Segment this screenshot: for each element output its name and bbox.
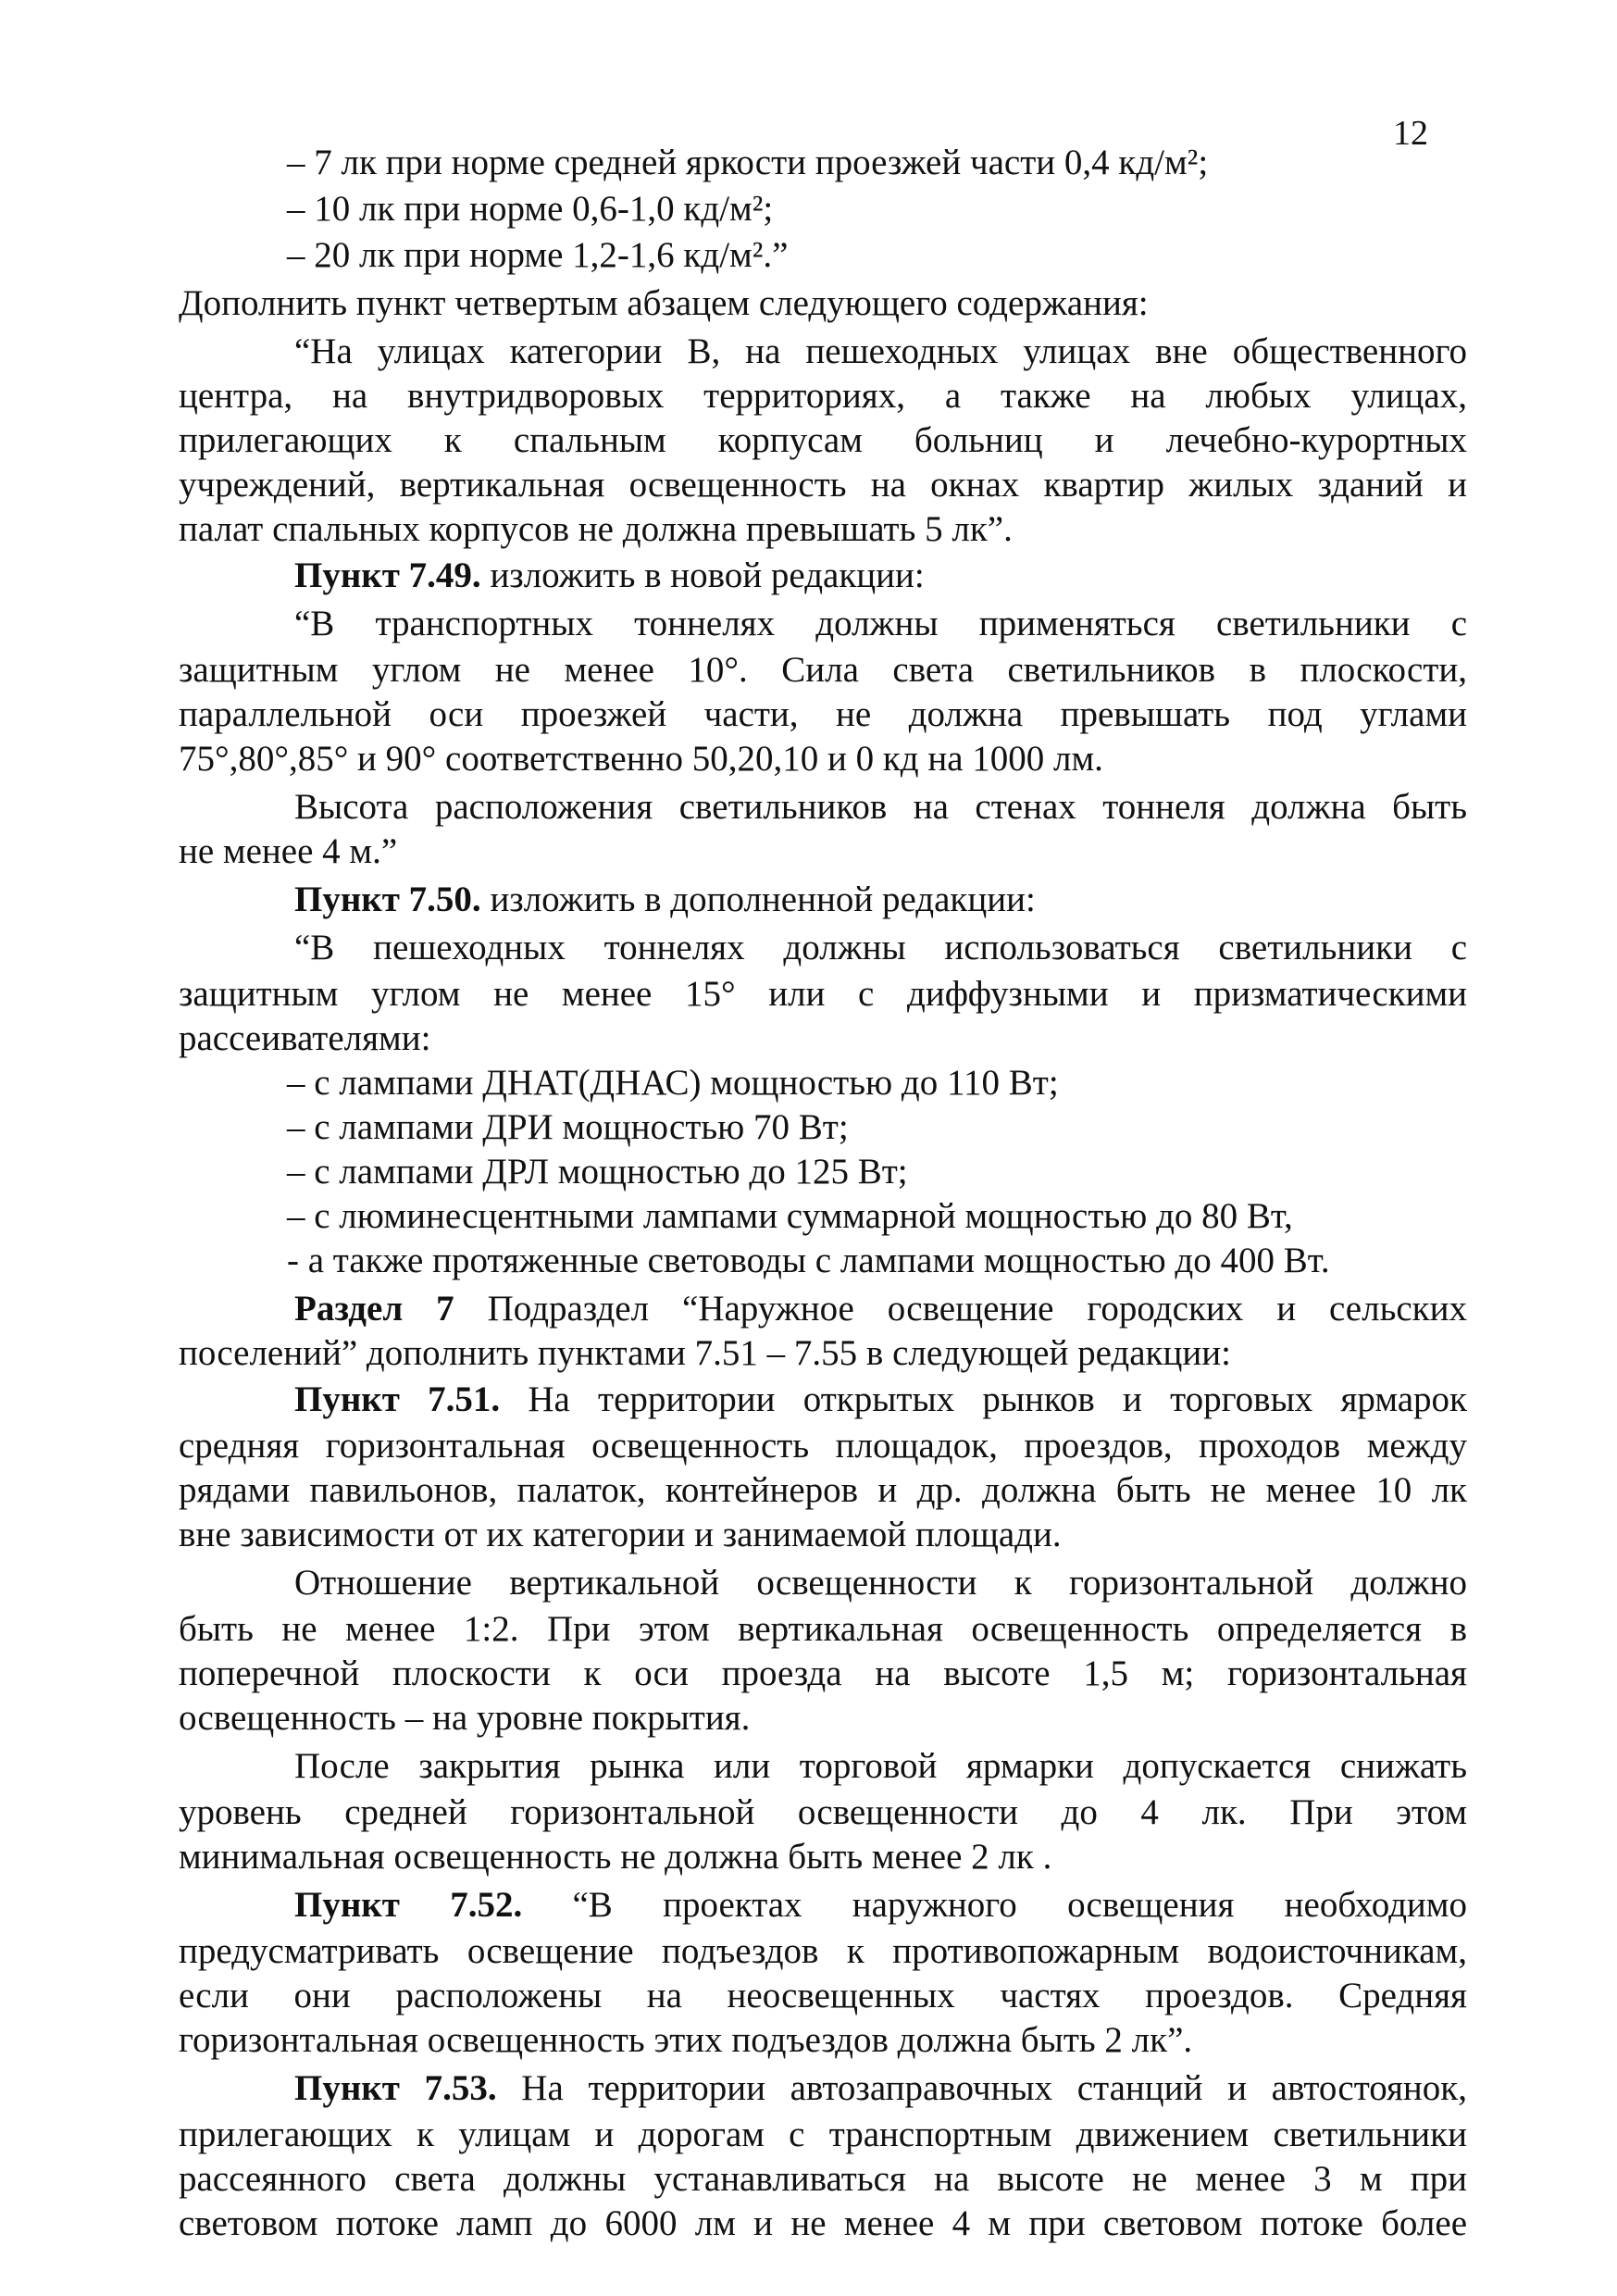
line-text: Подраздел “Наружное освещение городских и сельских <box>454 1289 1467 1329</box>
clause-heading: Пункт 7.51. <box>294 1379 501 1419</box>
text-line <box>179 648 1467 693</box>
text-line <box>179 1331 1467 1376</box>
line-text: изложить в дополненной редакции: <box>480 880 1036 919</box>
text-line <box>294 1883 1467 1928</box>
line-text: уровень средней горизонтальной освещенности до 4 лк. При этом <box>179 1792 1467 1832</box>
line-text: “В пешеходных тоннелях должны использоваться светильники с <box>294 928 1467 967</box>
text-line <box>179 418 1467 463</box>
line-text: защитным углом не менее 10°. Сила света светильников в плоскости, <box>179 650 1467 690</box>
text-line <box>179 507 1467 552</box>
text-line <box>179 2202 1467 2246</box>
line-text: – 20 лк при норме 1,2-1,6 кд/м².” <box>287 235 789 275</box>
text-line <box>179 1835 1467 1879</box>
line-text: рядами павильонов, палаток, контейнеров и др. должна быть не менее 10 лк <box>179 1470 1467 1510</box>
line-text: изложить в новой редакции: <box>480 555 925 595</box>
line-text: защитным углом не менее 15° или с диффузными и призматическими <box>179 974 1467 1014</box>
text-line <box>179 1513 1467 1557</box>
line-text: если они расположены на неосвещенных частях проездов. Средняя <box>179 1976 1467 2015</box>
text-line <box>179 463 1467 507</box>
text-line <box>179 1929 1467 1974</box>
text-line <box>179 281 1467 326</box>
line-text: прилегающих к улицам и дорогам с транспортным движением светильники <box>179 2115 1467 2154</box>
line-text: освещенность – на уровне покрытия. <box>179 1698 751 1738</box>
text-line <box>287 1194 1467 1239</box>
text-line <box>179 2157 1467 2202</box>
text-line <box>287 187 1467 231</box>
line-text: – с люминесцентными лампами суммарной мощностью до 80 Вт, <box>287 1196 1293 1236</box>
line-text: На территории автозаправочных станций и автостоянок, <box>496 2068 1467 2108</box>
line-text: рассеивателями: <box>179 1018 431 1058</box>
text-line <box>179 1424 1467 1468</box>
line-text: – с лампами ДРЛ мощностью до 125 Вт; <box>287 1152 908 1192</box>
line-text: горизонтальная освещенность этих подъездов должна быть 2 лк”. <box>179 2020 1193 2060</box>
text-line <box>294 1744 1467 1789</box>
line-text: 75°,80°,85° и 90° соответственно 50,20,10 и 0 кд на 1000 лм. <box>179 739 1103 779</box>
clause-heading: Пункт 7.53. <box>294 2068 497 2108</box>
line-text: Отношение вертикальной освещенности к горизонтальной должно <box>294 1563 1467 1603</box>
line-text: “В транспортных тоннелях должны применяться светильники с <box>294 604 1467 643</box>
line-text: палат спальных корпусов не должна превышать 5 лк”. <box>179 509 1013 549</box>
line-text: – 10 лк при норме 0,6-1,0 кд/м²; <box>287 189 774 229</box>
text-line <box>179 1017 1467 1061</box>
text-line <box>294 785 1467 830</box>
line-text: учреждений, вертикальная освещенность на окнах квартир жилых зданий и <box>179 465 1467 505</box>
line-text: Дополнить пункт четвертым абзацем следующего содержания: <box>179 283 1149 323</box>
clause-heading: Пункт 7.49. <box>294 555 481 595</box>
clause-heading: Пункт 7.50. <box>294 880 481 919</box>
line-text: “В проектах наружного освещения необходимо <box>522 1885 1467 1925</box>
text-line <box>294 602 1467 646</box>
text-line <box>179 972 1467 1017</box>
text-line <box>294 330 1467 374</box>
line-text: не менее 4 м.” <box>179 831 398 871</box>
text-line <box>294 878 1467 922</box>
line-text: – 7 лк при норме средней яркости проезжей части 0,4 кд/м²; <box>287 143 1209 182</box>
text-line <box>179 1468 1467 1513</box>
line-text: После закрытия рынка или торговой ярмарки допускается снижать <box>294 1746 1467 1786</box>
line-text: предусматривать освещение подъездов к противопожарным водоисточникам, <box>179 1931 1467 1971</box>
text-line <box>179 1607 1467 1652</box>
clause-heading: Раздел 7 <box>294 1289 454 1329</box>
text-line <box>179 374 1467 418</box>
text-line <box>179 693 1467 737</box>
text-line <box>287 1239 1467 1283</box>
line-text: Высота расположения светильников на стенах тоннеля должна быть <box>294 787 1467 827</box>
text-line <box>294 926 1467 970</box>
line-text: средняя горизонтальная освещенность площадок, проездов, проходов между <box>179 1426 1467 1466</box>
line-text: – с лампами ДНАТ(ДНАС) мощностью до 110 Вт; <box>287 1063 1059 1103</box>
line-text: прилегающих к спальным корпусам больниц и лечебно-курортных <box>179 420 1467 460</box>
text-line <box>287 1061 1467 1105</box>
text-line <box>179 1974 1467 2018</box>
line-text: поперечной плоскости к оси проезда на высоте 1,5 м; горизонтальная <box>179 1653 1467 1693</box>
text-line <box>179 830 1467 874</box>
line-text: параллельной оси проезжей части, не должна превышать под углами <box>179 694 1467 734</box>
text-line <box>287 233 1467 278</box>
line-text: минимальная освещенность не должна быть менее 2 лк . <box>179 1837 1052 1877</box>
text-line <box>294 1561 1467 1605</box>
clause-heading: Пункт 7.52. <box>294 1885 523 1925</box>
text-line <box>179 737 1467 781</box>
text-line <box>179 1791 1467 1835</box>
text-line <box>294 1378 1467 1422</box>
line-text: рассеянного света должны устанавливаться на высоте не менее 3 м при <box>179 2159 1467 2199</box>
line-text: - а также протяженные световоды с лампами мощностью до 400 Вт. <box>287 1241 1330 1280</box>
text-line <box>179 1696 1467 1741</box>
text-line <box>287 1150 1467 1194</box>
text-line <box>294 1287 1467 1331</box>
line-text: вне зависимости от их категории и занимаемой площади. <box>179 1515 1062 1554</box>
line-text: поселений” дополнить пунктами 7.51 – 7.55 в следующей редакции: <box>179 1333 1231 1373</box>
line-text: центра, на внутридворовых территориях, а также на любых улицах, <box>179 376 1467 416</box>
line-text: быть не менее 1:2. При этом вертикальная освещенность определяется в <box>179 1609 1467 1649</box>
text-line <box>179 2113 1467 2157</box>
text-line <box>287 1105 1467 1150</box>
line-text: – с лампами ДРИ мощностью 70 Вт; <box>287 1107 849 1147</box>
line-text: На территории открытых рынков и торговых ярмарок <box>500 1379 1467 1419</box>
text-line <box>179 1652 1467 1696</box>
text-line <box>294 554 1467 598</box>
line-text: световом потоке ламп до 6000 лм и не менее 4 м при световом потоке более <box>179 2203 1467 2243</box>
text-line <box>287 141 1467 185</box>
text-line <box>179 2018 1467 2063</box>
page-number: 12 <box>1393 114 1428 153</box>
text-line <box>294 2066 1467 2111</box>
line-text: “На улицах категории В, на пешеходных улицах вне общественного <box>294 331 1467 371</box>
